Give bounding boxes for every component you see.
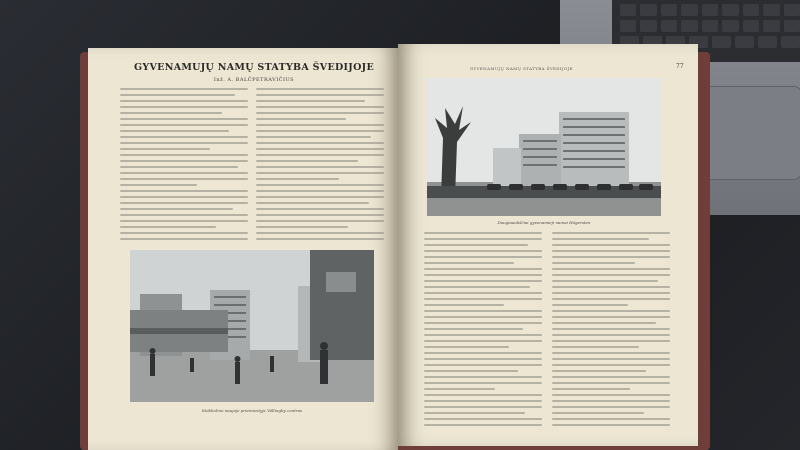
text-column-right-1 bbox=[424, 232, 542, 430]
page-number: 77 bbox=[676, 63, 684, 70]
article-title: GYVENAMUJŲ NAMŲ STATYBA ŠVEDIJOJE bbox=[134, 62, 374, 73]
right-photo-caption: Daugiaaukščiai gyvenamieji namai Hägersten bbox=[497, 220, 591, 225]
apartment-buildings-photo-image bbox=[427, 78, 661, 216]
street-scene-photo bbox=[130, 250, 374, 402]
street-scene-photo-image bbox=[130, 250, 374, 402]
article-author: Inž. A. BALČPETRAVIČIUS bbox=[213, 77, 295, 83]
left-photo-caption: Stokholmo naujoje priemiestyje Vällingby centras bbox=[201, 408, 303, 413]
text-column-left-2 bbox=[256, 88, 384, 244]
running-header: GYVENAMUJŲ NAMŲ STATYBA ŠVEDIJOJE bbox=[470, 66, 573, 71]
apartment-buildings-photo bbox=[427, 78, 661, 216]
text-column-left-1 bbox=[120, 88, 248, 244]
text-column-right-2 bbox=[552, 232, 670, 430]
